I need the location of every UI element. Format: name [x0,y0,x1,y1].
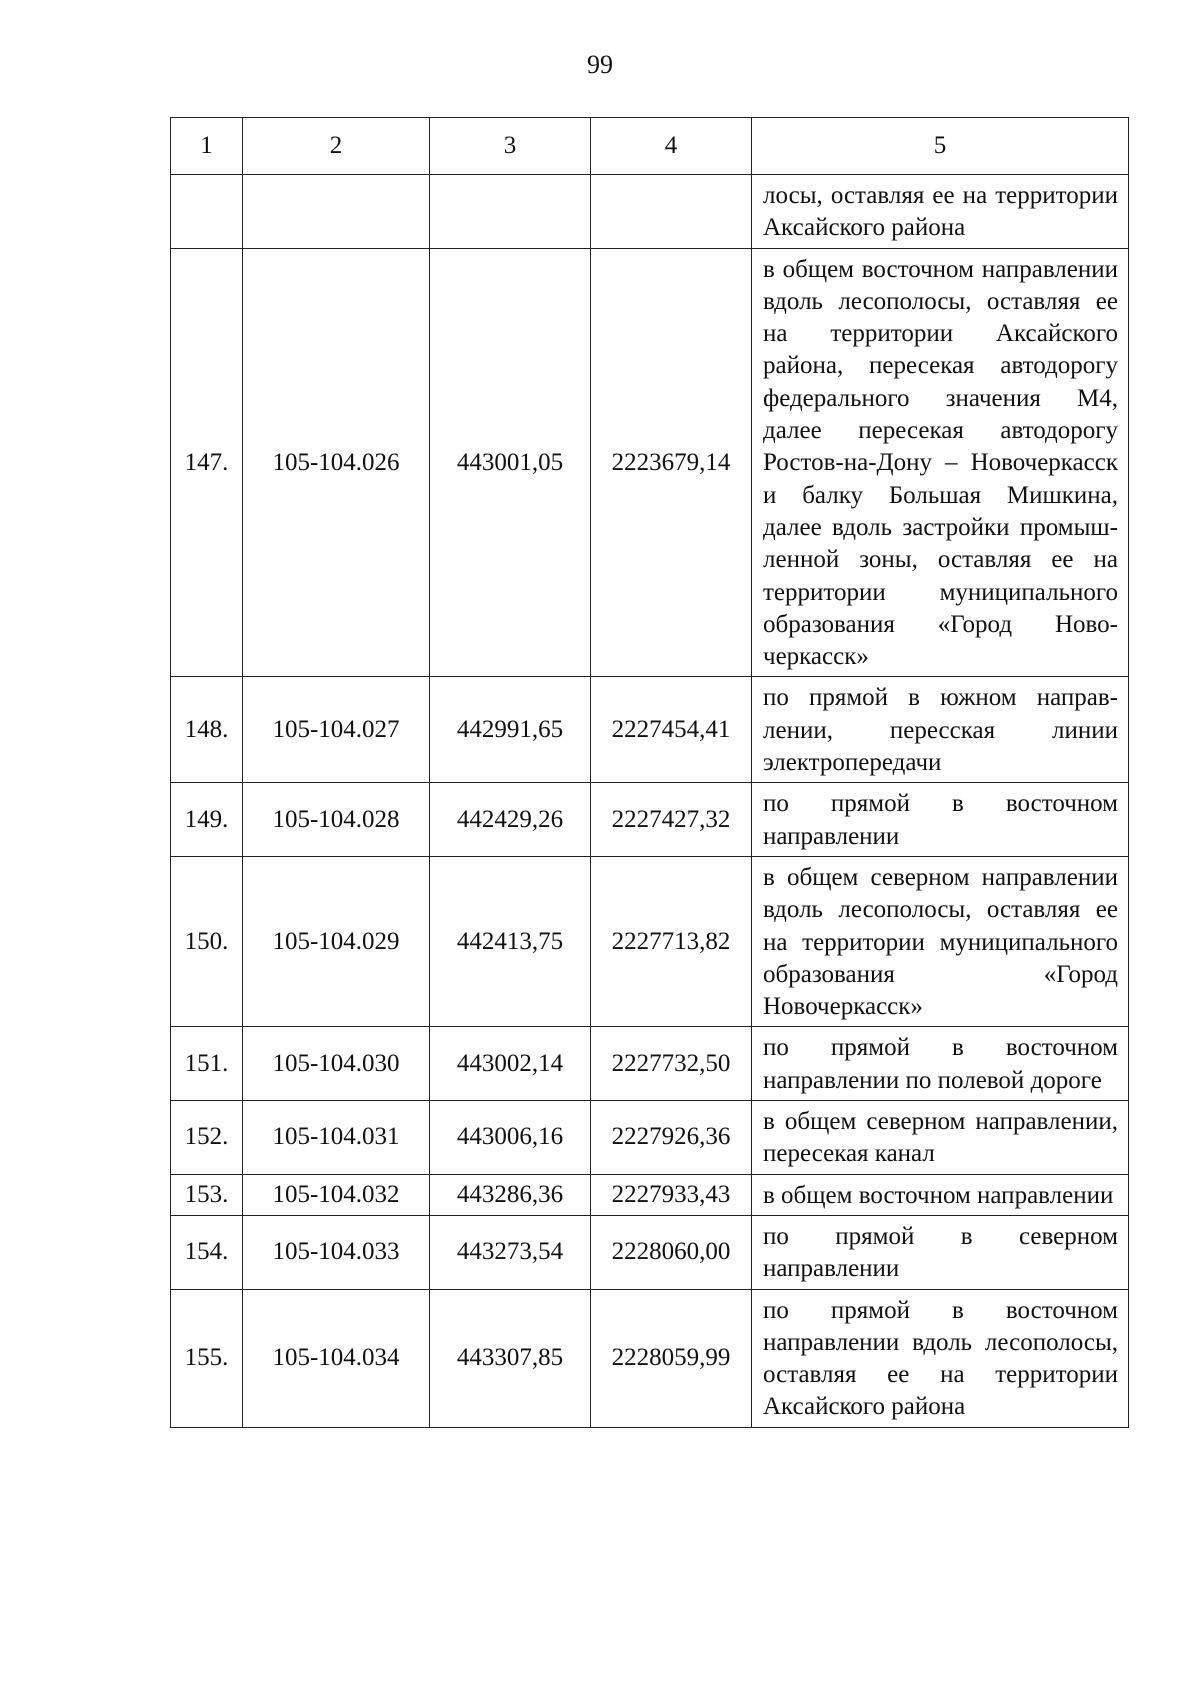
boundary-description: в общем восточном направлении вдоль лесополосы, оставляя ее на территории Аксайского района, пересекая автодорогу федерального значения М4, далее пересекая автодорогу Ростов-на-Дону – Новочеркасск и балку Большая Мишкина, далее вдоль застройки промышленной зоны, оставляя ее на территории муниципального образования «Город Новочеркасск» [752,248,1129,677]
column-header: 1 [171,118,243,175]
coordinate-y: 2223679,14 [591,248,752,677]
point-code: 105-104.026 [243,248,430,677]
coordinate-x: 443002,14 [430,1027,591,1101]
coordinate-x: 443006,16 [430,1101,591,1175]
point-number: 152. [171,1101,243,1175]
page-number: 99 [587,50,613,79]
column-header: 2 [243,118,430,175]
point-code: 105-104.033 [243,1215,430,1289]
column-header: 4 [591,118,752,175]
point-code: 105-104.028 [243,783,430,857]
boundary-description: по прямой в восточном направлении вдоль лесополосы, оставляя ее на территории Аксайского района [752,1289,1129,1427]
table-header-row [171,118,1129,175]
table-row [171,783,1129,857]
coordinate-y: 2227713,82 [591,856,752,1026]
point-number [171,175,243,249]
table-row [171,1174,1129,1215]
table-row [171,856,1129,1026]
boundary-description: по прямой в северном направлении [752,1215,1129,1289]
boundary-description: в общем восточном направлении [752,1174,1129,1215]
coordinate-x: 442429,26 [430,783,591,857]
point-number: 151. [171,1027,243,1101]
point-number: 154. [171,1215,243,1289]
point-number: 149. [171,783,243,857]
table-row [171,1101,1129,1175]
table-row [171,175,1129,249]
coordinate-y [591,175,752,249]
point-number: 153. [171,1174,243,1215]
coordinate-y: 2228059,99 [591,1289,752,1427]
boundary-description: по прямой в восточном направлении [752,783,1129,857]
coordinate-x: 442991,65 [430,677,591,783]
coordinate-y: 2227454,41 [591,677,752,783]
point-code: 105-104.030 [243,1027,430,1101]
point-code: 105-104.031 [243,1101,430,1175]
table-row [171,1215,1129,1289]
coordinate-y: 2227732,50 [591,1027,752,1101]
point-number: 150. [171,856,243,1026]
column-header: 3 [430,118,591,175]
table-row [171,248,1129,677]
boundary-description: в общем северном направлении вдоль лесополосы, оставляя ее на территории муниципального образования «Город Новочеркасск» [752,856,1129,1026]
boundary-description: лосы, оставляя ее на территории Аксайского района [752,175,1129,249]
point-number: 148. [171,677,243,783]
coordinate-x [430,175,591,249]
point-code: 105-104.029 [243,856,430,1026]
boundary-points-table [170,117,1129,1428]
boundary-description: по прямой в южном направлении, пересская линии электропередачи [752,677,1129,783]
point-number: 147. [171,248,243,677]
coordinate-y: 2227427,32 [591,783,752,857]
column-header: 5 [752,118,1129,175]
coordinate-x: 443001,05 [430,248,591,677]
table-row [171,1289,1129,1427]
coordinate-y: 2227933,43 [591,1174,752,1215]
point-code: 105-104.027 [243,677,430,783]
coordinate-y: 2227926,36 [591,1101,752,1175]
boundary-description: в общем северном направлении, пересекая канал [752,1101,1129,1175]
coordinate-x: 443273,54 [430,1215,591,1289]
boundary-description: по прямой в восточном направлении по полевой дороге [752,1027,1129,1101]
coordinate-y: 2228060,00 [591,1215,752,1289]
point-number: 155. [171,1289,243,1427]
table-row [171,1027,1129,1101]
point-code [243,175,430,249]
point-code: 105-104.032 [243,1174,430,1215]
coordinate-x: 442413,75 [430,856,591,1026]
coordinate-x: 443307,85 [430,1289,591,1427]
coordinate-x: 443286,36 [430,1174,591,1215]
table-row [171,677,1129,783]
point-code: 105-104.034 [243,1289,430,1427]
